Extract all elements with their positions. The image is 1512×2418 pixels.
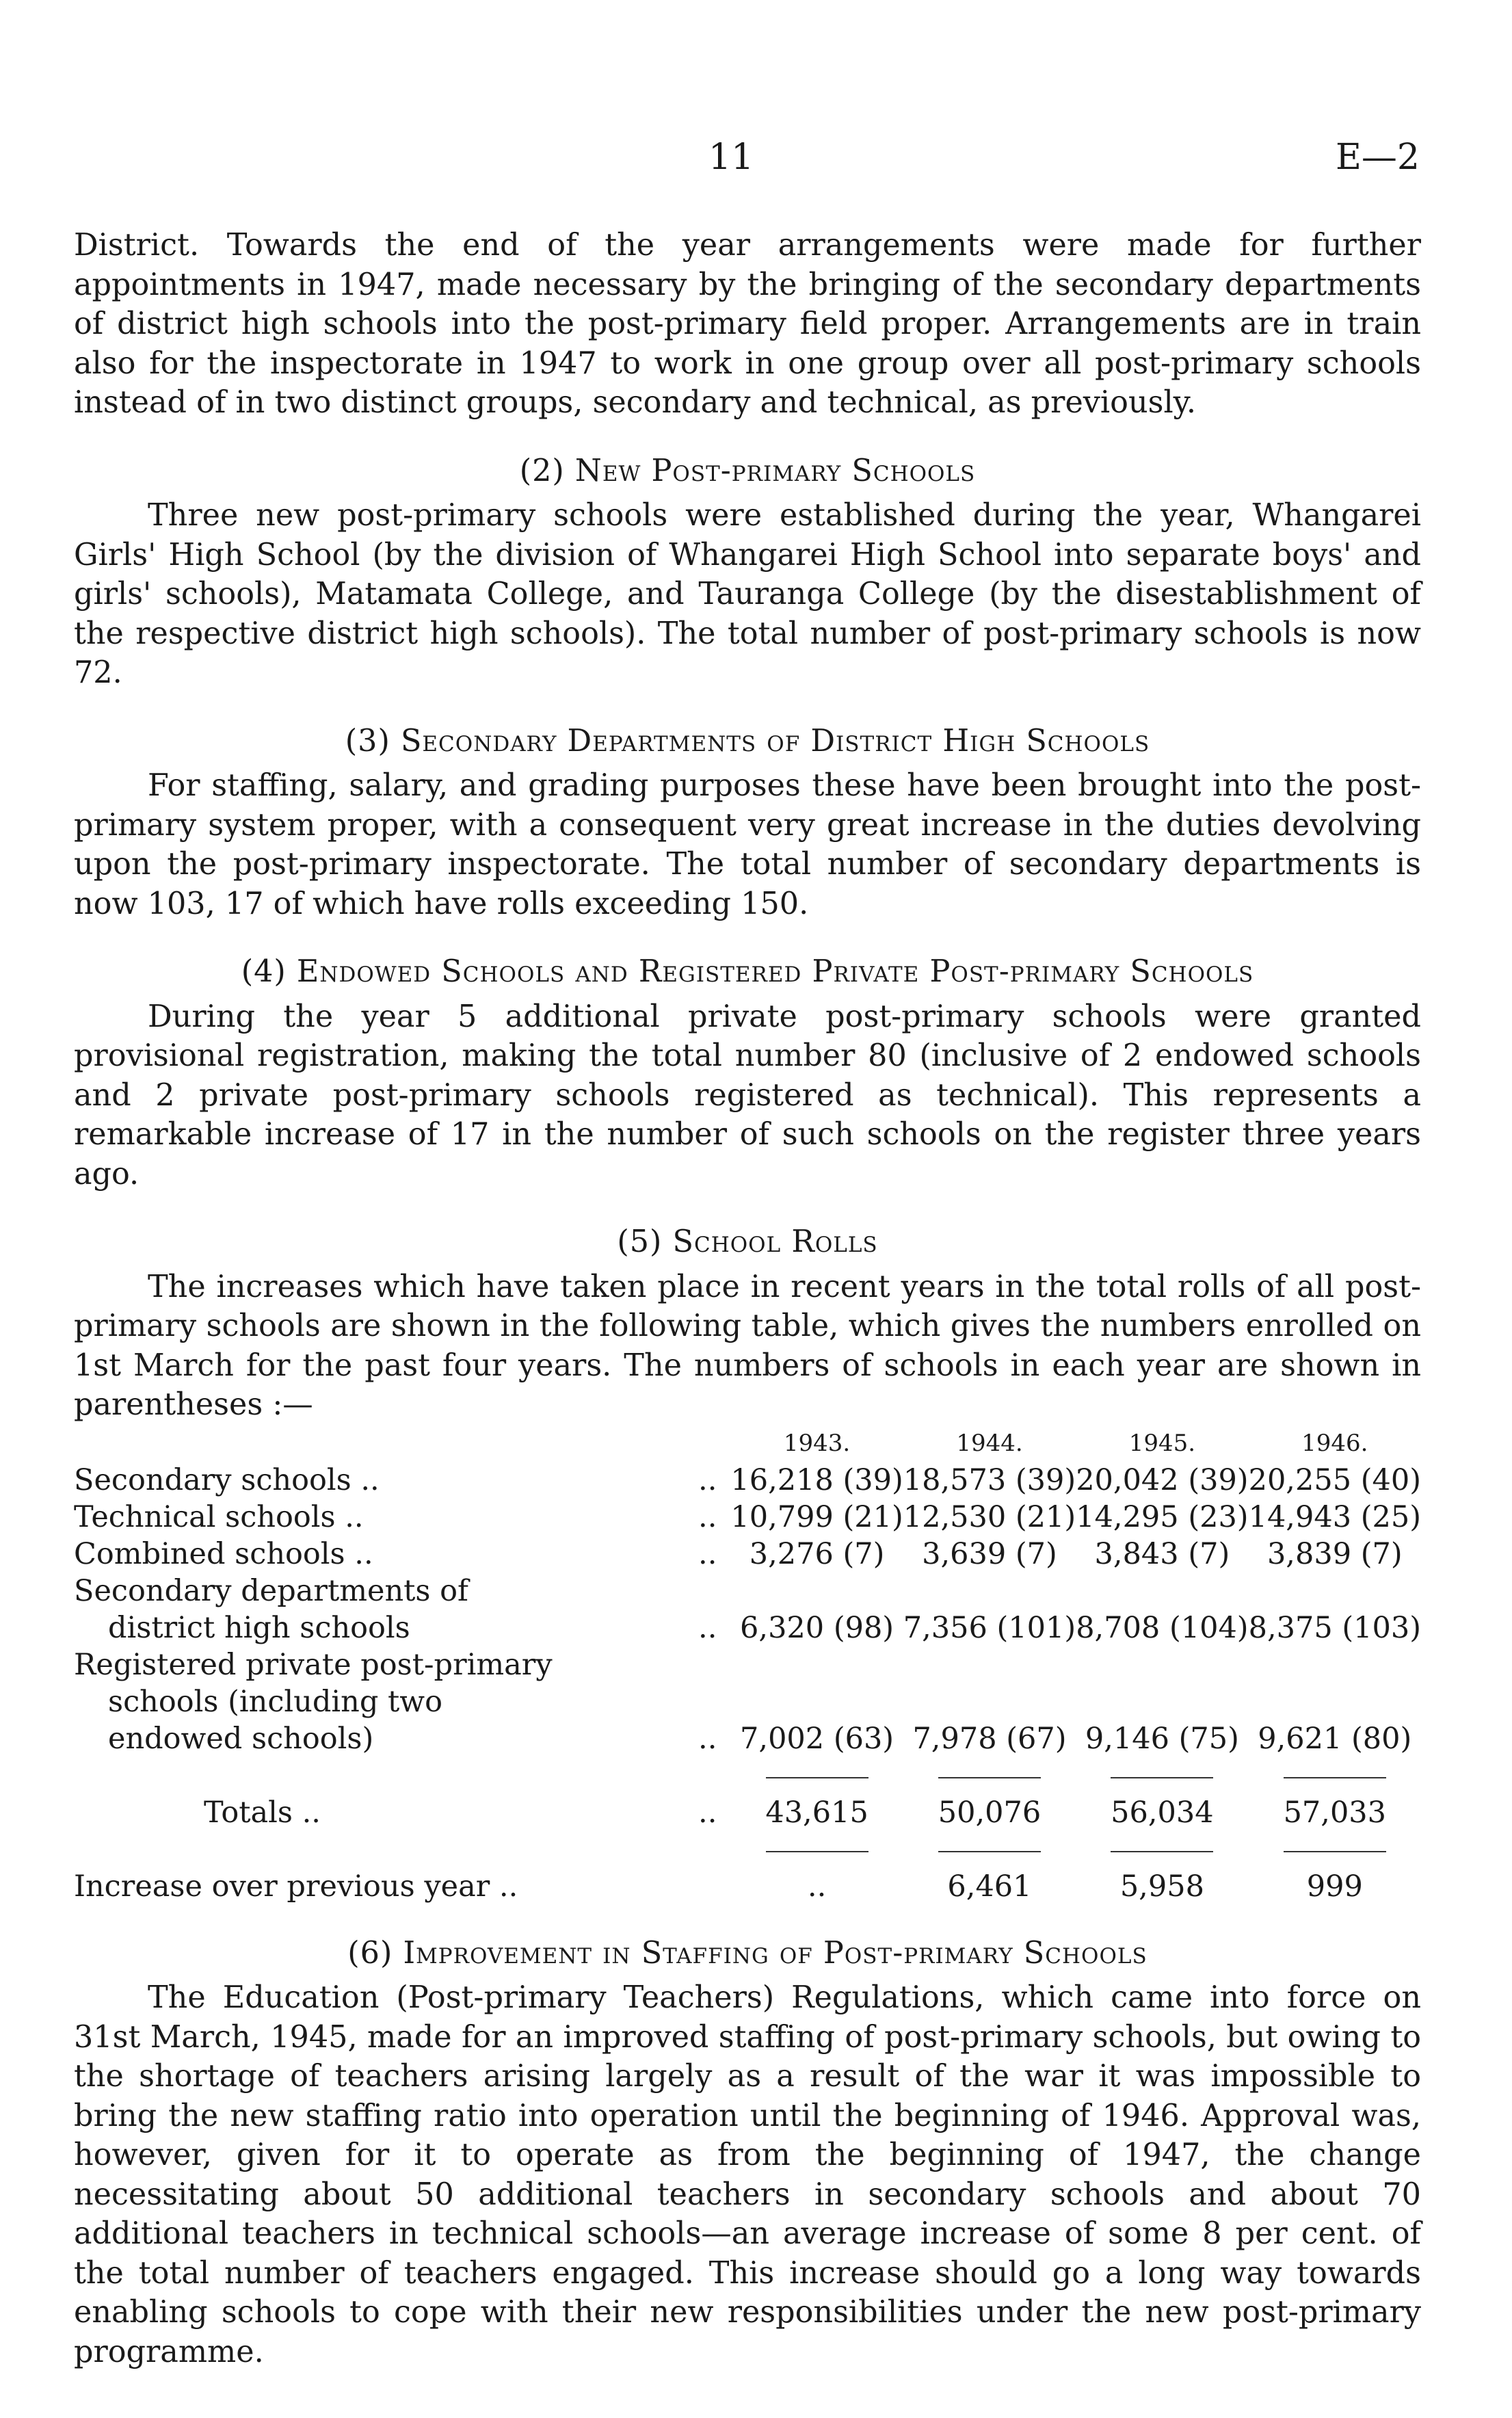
section-body-staffing: The Education (Post-primary Teachers) Regulations, which came into force on 31st March, 1945, made for an improved staffing of post-primary schools, but owing to the shortage of teachers arising largely as a result of the war it was impossible to bring the new staffing ratio into operation until the beginning of 1946. Approval was, however, given for it to operate as from the beginning of 1947, the change necessitating about 50 additional teachers in secondary schools and about 70 additional teachers in technical schools—an average increase of some 8 per cent. of the total number of teachers engaged. This increase should go a long way towards enabling schools to cope with their new responsibilities under the new post-primary programme. bbox=[74, 1980, 1421, 2369]
school-rolls-table bbox=[74, 1425, 1421, 1905]
row-label bbox=[74, 1573, 621, 1646]
table-row bbox=[74, 1646, 1421, 1757]
page-number: 11 bbox=[708, 137, 754, 178]
year-header: 1944. bbox=[956, 1429, 1023, 1457]
table-cell: 14,295 (23) bbox=[1076, 1499, 1249, 1534]
table-cell: 3,639 (7) bbox=[922, 1536, 1057, 1571]
table-cell: 16,218 (39) bbox=[730, 1462, 903, 1497]
section-heading-new-schools: (2) New Post-primary Schools bbox=[519, 453, 976, 488]
divider bbox=[1111, 1777, 1213, 1778]
section-heading-secondary-departments: (3) Secondary Departments of District High Schools bbox=[345, 723, 1150, 759]
divider bbox=[938, 1851, 1041, 1852]
section-heading-staffing: (6) Improvement in Staffing of Post-primary Schools bbox=[347, 1935, 1148, 1971]
table-cell: 57,033 bbox=[1283, 1795, 1387, 1830]
year-header: 1943. bbox=[783, 1429, 851, 1457]
row-label-line: district high schools bbox=[108, 1610, 410, 1645]
table-cell: 6,320 (98) bbox=[740, 1610, 894, 1645]
table-cell: 9,146 (75) bbox=[1085, 1721, 1239, 1756]
table-cell: 8,708 (104) bbox=[1076, 1610, 1249, 1645]
table-cell: 6,461 bbox=[947, 1869, 1032, 1904]
table-row bbox=[74, 1499, 1421, 1536]
rule-row bbox=[74, 1831, 1421, 1868]
row-label-line: Registered private post-primary bbox=[74, 1647, 553, 1682]
table-cell: 8,375 (103) bbox=[1248, 1610, 1421, 1645]
table-header-row bbox=[74, 1425, 1421, 1462]
row-dots: .. bbox=[698, 1610, 717, 1645]
row-label: Technical schools .. bbox=[74, 1499, 364, 1534]
increase-label: Increase over previous year .. bbox=[74, 1869, 518, 1904]
table-cell: 3,843 (7) bbox=[1094, 1536, 1230, 1571]
table-cell: .. bbox=[807, 1869, 827, 1904]
divider bbox=[1284, 1777, 1386, 1778]
row-label bbox=[74, 1646, 621, 1757]
table-cell: 9,621 (80) bbox=[1258, 1721, 1412, 1756]
page-body bbox=[74, 226, 1421, 2371]
table-cell: 3,839 (7) bbox=[1266, 1536, 1403, 1571]
section-body-secondary-departments: For staffing, salary, and grading purposes these have been brought into the post-primary system proper, with a consequent very great increase in the duties devolving upon the post-primary inspectorate. The total number of secondary departments is now 103, 17 of which have rolls exceeding 150. bbox=[74, 768, 1421, 921]
divider bbox=[766, 1851, 868, 1852]
totals-row bbox=[74, 1794, 1421, 1831]
row-label-line: endowed schools) bbox=[108, 1721, 374, 1756]
table-cell: 43,615 bbox=[765, 1795, 868, 1830]
section-body-endowed-schools: During the year 5 additional private post-primary schools were granted provisional registration, making the total number 80 (inclusive of 2 endowed schools and 2 private post-primary schools registered as technical). This represents a remarkable increase of 17 in the number of such schools on the register three years ago. bbox=[74, 999, 1421, 1192]
row-dots: .. bbox=[698, 1499, 717, 1534]
table-cell: 7,978 (67) bbox=[912, 1721, 1067, 1756]
divider bbox=[1111, 1851, 1213, 1852]
page-header bbox=[0, 137, 1512, 185]
section-body-new-schools: Three new post-primary schools were established during the year, Whangarei Girls' High School (by the division of Whangarei High School into separate boys' and girls' schools), Matamata College, and Tauranga College (by the disestablishment of the respective district high schools). The total number of post-primary schools is now 72. bbox=[74, 498, 1421, 690]
table-row bbox=[74, 1462, 1421, 1499]
table-cell: 18,573 (39) bbox=[903, 1462, 1076, 1497]
table-cell: 7,356 (101) bbox=[903, 1610, 1076, 1645]
table-cell: 12,530 (21) bbox=[903, 1499, 1076, 1534]
table-cell: 3,276 (7) bbox=[749, 1536, 885, 1571]
table-cell: 7,002 (63) bbox=[740, 1721, 894, 1756]
row-label: Secondary schools .. bbox=[74, 1462, 380, 1497]
row-dots: .. bbox=[698, 1462, 717, 1497]
divider bbox=[1284, 1851, 1386, 1852]
table-cell: 20,042 (39) bbox=[1076, 1462, 1249, 1497]
table-cell: 20,255 (40) bbox=[1248, 1462, 1421, 1497]
year-header: 1946. bbox=[1301, 1429, 1368, 1457]
totals-label: Totals .. bbox=[204, 1795, 321, 1830]
table-cell: 10,799 (21) bbox=[730, 1499, 903, 1534]
series-code: E—2 bbox=[1335, 137, 1420, 178]
table-cell: 50,076 bbox=[938, 1795, 1042, 1830]
row-label-line: Secondary departments of bbox=[74, 1573, 468, 1608]
rule-row bbox=[74, 1757, 1421, 1794]
row-dots: .. bbox=[698, 1795, 717, 1830]
row-label-line: schools (including two bbox=[108, 1684, 442, 1719]
divider bbox=[938, 1777, 1041, 1778]
year-header: 1945. bbox=[1128, 1429, 1196, 1457]
table-cell: 999 bbox=[1306, 1869, 1363, 1904]
table-cell: 14,943 (25) bbox=[1248, 1499, 1421, 1534]
intro-paragraph: District. Towards the end of the year arrangements were made for further appointments in 1947, made necessary by the bringing of the secondary departments of district high schools into the post-primary field proper. Arrangements are in train also for the inspectorate in 1947 to work in one group over all post-primary schools instead of in two distinct groups, secondary and technical, as previously. bbox=[74, 228, 1421, 420]
school-rolls-intro: The increases which have taken place in recent years in the total rolls of all post-primary schools are shown in the following table, which gives the numbers enrolled on 1st March for the past four years. The numbers of schools in each year are shown in parentheses :— bbox=[74, 1269, 1421, 1422]
divider bbox=[766, 1777, 868, 1778]
row-dots: .. bbox=[698, 1721, 717, 1756]
table-row bbox=[74, 1573, 1421, 1646]
increase-row bbox=[74, 1868, 1421, 1905]
section-heading-school-rolls: (5) School Rolls bbox=[617, 1224, 878, 1259]
section-heading-endowed-schools: (4) Endowed Schools and Registered Private Post-primary Schools bbox=[241, 954, 1254, 989]
row-dots: .. bbox=[698, 1536, 717, 1571]
row-label: Combined schools .. bbox=[74, 1536, 373, 1571]
table-cell: 56,034 bbox=[1111, 1795, 1214, 1830]
table-cell: 5,958 bbox=[1119, 1869, 1204, 1904]
table-row bbox=[74, 1536, 1421, 1573]
